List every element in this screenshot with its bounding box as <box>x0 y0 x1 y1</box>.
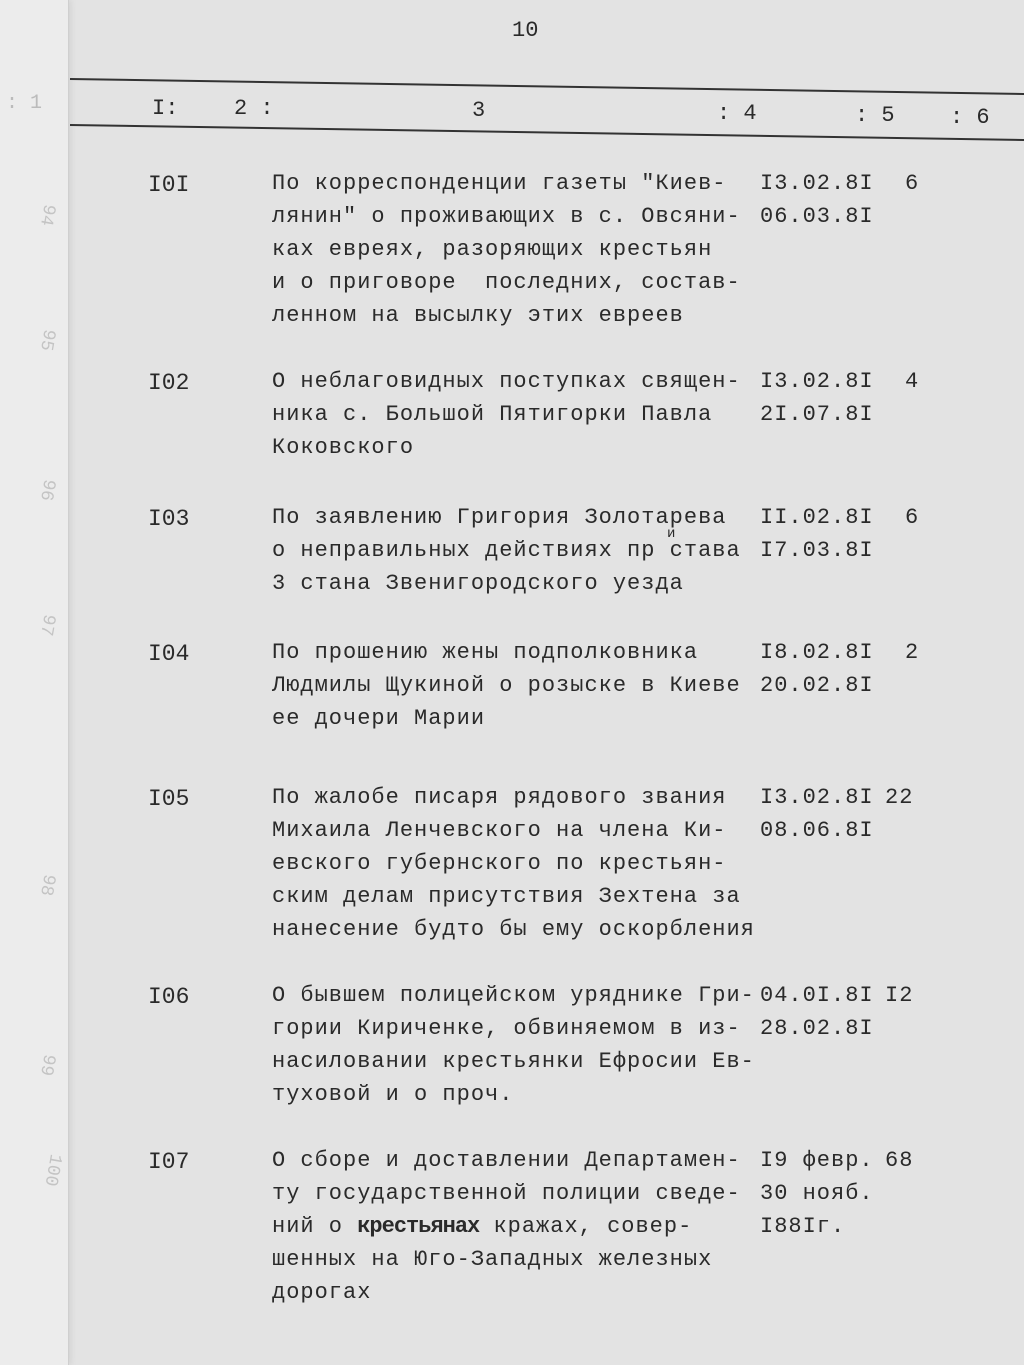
entry-date: 04.0I.8I <box>760 983 874 1008</box>
entry-date: 28.02.8I <box>760 1016 874 1041</box>
entry-date: I9 февр. <box>760 1148 874 1173</box>
entry-description-line: О неблаговидных поступках священ- <box>272 369 741 394</box>
entry-description-line: ее дочери Марии <box>272 706 486 731</box>
entry-description-line: Людмилы Щукиной о розыске в Киеве <box>272 673 741 698</box>
entry-description-line: туховой и о проч. <box>272 1082 514 1107</box>
sheet-count: 6 <box>905 505 920 530</box>
entry-description-line: и о приговоре последних, состав- <box>272 270 741 295</box>
header-col-3: 3 <box>472 98 486 123</box>
entry-description-line: евского губернского по крестьян- <box>272 851 727 876</box>
entry-number: I06 <box>148 984 190 1010</box>
margin-number: 99 <box>35 1052 59 1078</box>
header-col-2: 2 : <box>234 96 274 121</box>
facing-page-header: : 1 <box>6 92 43 115</box>
struck-word: крестьянах <box>357 1214 480 1239</box>
header-col-4: : 4 <box>717 101 757 126</box>
entry-description-line: О сборе и доставлении Департамен- <box>272 1148 741 1173</box>
entry-date: I88Iг. <box>760 1214 846 1239</box>
line-rest: кражах, совер- <box>479 1214 693 1239</box>
entry-description-line: По жалобе писаря рядового звания <box>272 785 727 810</box>
entry-description-line: ским делам присутствия Зехтена за <box>272 884 741 909</box>
entry-date: 06.03.8I <box>760 204 874 229</box>
entry-description-line: лянин" о проживающих в с. Овсяни- <box>272 204 741 229</box>
sheet-count: 4 <box>905 369 920 394</box>
entry-date: 2I.07.8I <box>760 402 874 427</box>
entry-number: I07 <box>148 1149 190 1175</box>
margin-number: 100 <box>39 1152 65 1188</box>
entry-date: I3.02.8I <box>760 785 874 810</box>
entry-number: I02 <box>148 370 190 396</box>
entry-description-line: Коковского <box>272 435 415 460</box>
handwritten-insertion: и <box>667 526 676 542</box>
margin-number: 97 <box>35 612 59 638</box>
entry-date: I3.02.8I <box>760 171 874 196</box>
entry-description-line: о неправильных действиях пр става <box>272 538 741 563</box>
entry-number: I03 <box>148 506 190 532</box>
entry-number: I04 <box>148 641 190 667</box>
sheet-count: 2 <box>905 640 920 665</box>
entry-description-line: ника с. Большой Пятигорки Павла <box>272 402 713 427</box>
entry-description-line: насиловании крестьянки Ефросии Ев- <box>272 1049 755 1074</box>
sheet-count: 22 <box>885 785 914 810</box>
margin-number: 94 <box>35 202 59 228</box>
entry-date: 08.06.8I <box>760 818 874 843</box>
entry-date: 20.02.8I <box>760 673 874 698</box>
page-number: 10 <box>512 18 539 43</box>
entry-description-line: По прошению жены подполковника <box>272 640 699 665</box>
margin-number: 96 <box>35 477 59 503</box>
header-rule-top <box>70 78 1024 95</box>
header-col-6: : 6 <box>950 105 990 130</box>
entry-description-line: О бывшем полицейском уряднике Гри- <box>272 983 755 1008</box>
entry-description-line: ленном на высылку этих евреев <box>272 303 684 328</box>
margin-number: 98 <box>35 872 59 898</box>
entry-date: I8.02.8I <box>760 640 874 665</box>
entry-description-line: дорогах <box>272 1280 372 1305</box>
entry-description-line: По корреспонденции газеты "Киев- <box>272 171 727 196</box>
header-col-5: : 5 <box>855 103 895 128</box>
entry-description-line: Михаила Ленчевского на члена Ки- <box>272 818 727 843</box>
entry-number: I0I <box>148 172 190 198</box>
sheet-count: I2 <box>885 983 914 1008</box>
entry-date: I3.02.8I <box>760 369 874 394</box>
entry-number: I05 <box>148 786 190 812</box>
sheet-count: 68 <box>885 1148 914 1173</box>
entry-description-line <box>272 1215 692 1239</box>
sheet-count: 6 <box>905 171 920 196</box>
entry-description-line: ту государственной полиции сведе- <box>272 1181 741 1206</box>
entry-description-line: ках евреях, разоряющих крестьян <box>272 237 713 262</box>
margin-number: 95 <box>35 327 59 353</box>
line-start: ний о <box>272 1214 358 1239</box>
entry-description-line: гории Кириченке, обвиняемом в из- <box>272 1016 741 1041</box>
entry-date: II.02.8I <box>760 505 874 530</box>
entry-description-line: нанесение будто бы ему оскорбления <box>272 917 755 942</box>
entry-date: 30 нояб. <box>760 1181 874 1206</box>
entry-description-line: шенных на Юго-Западных железных <box>272 1247 713 1272</box>
entry-date: I7.03.8I <box>760 538 874 563</box>
header-col-1: I: <box>152 96 179 121</box>
entry-description-line: По заявлению Григория Золотарева <box>272 505 727 530</box>
entry-description-line: 3 стана Звенигородского уезда <box>272 571 684 596</box>
